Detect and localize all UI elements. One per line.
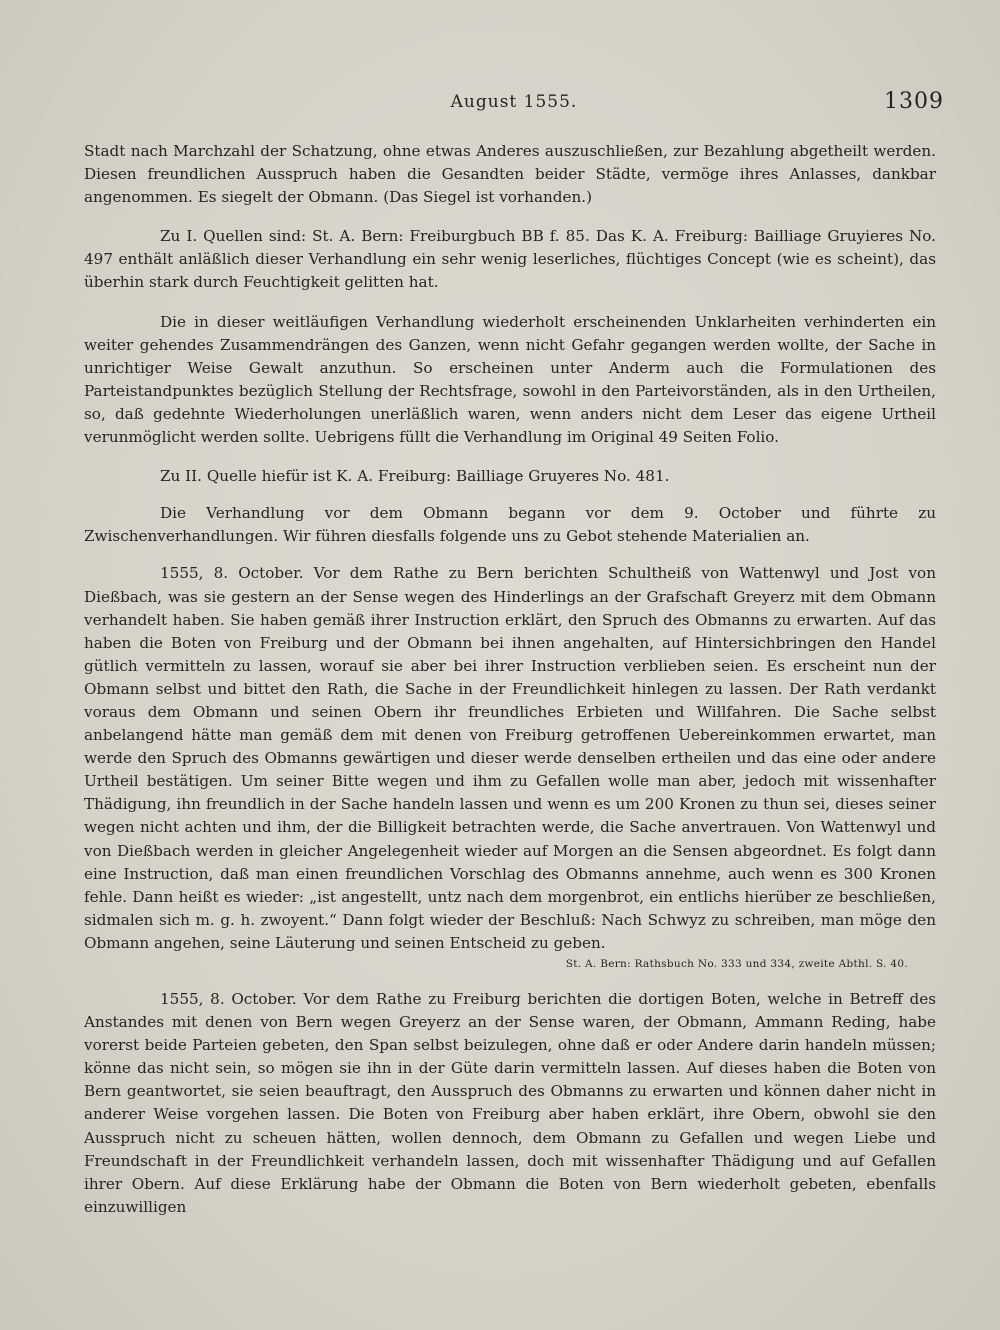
- page-number: 1309: [884, 89, 944, 114]
- paragraph-sources-1: Zu I. Quellen sind: St. A. Bern: Freiburgbuch BB f. 85. Das K. A. Freiburg: Bailliage Gruyieres No. 497 enthält anläßlich dieser Verhandlung ein sehr wenig leserliches, flüchtiges Concept (wie es scheint), das überhin stark durch Feuchtigkeit gelitten hat.: [84, 227, 936, 292]
- source-citation: St. A. Bern: Rathsbuch No. 333 und 334, zweite Abthl. S. 40.: [565, 958, 908, 970]
- paragraph-bern-report: 1555, 8. October. Vor dem Rathe zu Bern berichten Schultheiß von Wattenwyl und Jost von Dießbach, was sie gestern an der Sense wegen des Hinderlings an der Grafschaft Greyerz mit dem Obmann verhandelt haben. Sie haben gemäß ihrer Instruction erklärt, den Spruch des Obmanns zu erwarten. Auf das haben die Boten von Freiburg und der Obmann bei ihnen angehalten, auf Hintersichbringen den Handel gütlich vermitteln zu lassen, worauf sie aber bei ihrer Instruction verblieben seien. Es erscheint nun der Obmann selbst und bittet den Rath, die Sache in der Freundlichkeit hinlegen zu lassen. Der Rath verdankt voraus dem Obmann und seinen Obern ihr freundliches Erbieten und Willfahren. Die Sache selbst anbelangend hätte man gemäß dem mit denen von Freiburg getroffenen Uebereinkommen erwartet, man werde den Spruch des Obmanns gewärtigen und dieser werde denselben ertheilen und das eine oder andere Urtheil bestätigen. Um seiner Bitte wegen und ihm zu Gefallen wolle man aber, jedoch mit wissenhafter Thädigung, ihn freundlich in der Sache handeln lassen und wenn es um 200 Kronen zu thun sei, dieses seiner wegen nicht achten und ihm, der die Billigkeit betrachten werde, die Sache anvertrauen. Von Wattenwyl und von Dießbach werden in gleicher Angelegenheit wieder auf Morgen an die Sensen abgeordnet. Es folgt dann eine Instruction, daß man einen freundlichen Vorschlag des Obmanns annehme, auch wenn es 300 Kronen fehle. Dann heißt es wieder: „ist angestellt, untz nach dem morgenbrot, ein entlichs hierüber ze beschließen, sidmalen sich m. g. h. zwoyent.“ Dann folgt wieder der Beschluß: Nach Schwyz zu schreiben, man möge den Obmann angehen, seine Läuterung und seinen Entscheid zu geben.: [84, 564, 936, 952]
- paragraph-continuation: Stadt nach Marchzahl der Schatzung, ohne etwas Anderes auszuschließen, zur Bezahlung abgetheilt werden. Diesen freundlichen Ausspruch haben die Gesandten beider Städte, vermöge ihres Anlasses, dankbar angenommen. Es siegelt der Obmann. (Das Siegel ist vorhanden.): [84, 142, 936, 207]
- paragraph-freiburg-report: 1555, 8. October. Vor dem Rathe zu Freiburg berichten die dortigen Boten, welche in Betreff des Anstandes mit denen von Bern wegen Greyerz an der Sense waren, der Obmann, Ammann Reding, habe vorerst beide Parteien gebeten, den Span selbst beizulegen, ohne daß er oder Andere darin handeln müssen; könne das nicht sein, so mögen sie ihn in der Güte darin vermitteln lassen. Auf dieses haben die Boten von Bern geantwortet, sie seien beauftragt, den Ausspruch des Obmanns zu erwarten und können daher nicht in anderer Weise vorgehen lassen. Die Boten von Freiburg aber haben erklärt, ihre Obern, obwohl sie den Ausspruch nicht zu scheuen hätten, wollen dennoch, dem Obmann zu Gefallen und wegen Liebe und Freundschaft in der Freundlichkeit verhandeln lassen, doch mit wissenhafter Thädigung und auf Gefallen ihrer Obern. Auf diese Erklärung habe der Obmann die Boten von Bern wiederholt gebeten, ebenfalls einzuwilligen: [84, 990, 936, 1216]
- paragraph-sources-2: Zu II. Quelle hiefür ist K. A. Freiburg: Bailliage Gruyeres No. 481.: [160, 467, 670, 486]
- paragraph-editorial-note: Die in dieser weitläufigen Verhandlung wiederholt erscheinenden Unklarheiten verhinderten ein weiter gehendes Zusammendrängen des Ganzen, wenn nicht Gefahr gegangen werden wollte, der Sache in unrichtiger Weise Gewalt anzuthun. So erscheinen unter Anderm auch die Formulationen des Parteistandpunktes bezüglich Stellung der Rechtsfrage, sowohl in den Parteivorständen, als in den Urtheilen, so, daß gedehnte Wiederholungen unerläßlich waren, wenn anders nicht dem Leser das eigene Urtheil verunmöglicht werden sollte. Uebrigens füllt die Verhandlung im Original 49 Seiten Folio.: [84, 312, 936, 447]
- page-body: [84, 140, 936, 1219]
- paragraph-negotiation-intro: Die Verhandlung vor dem Obmann begann vor dem 9. October und führte zu Zwischenverhandlungen. Wir führen diesfalls folgende uns zu Gebot stehende Materialien an.: [84, 504, 936, 546]
- running-title: August 1555.: [450, 92, 578, 112]
- page-header: [84, 89, 944, 122]
